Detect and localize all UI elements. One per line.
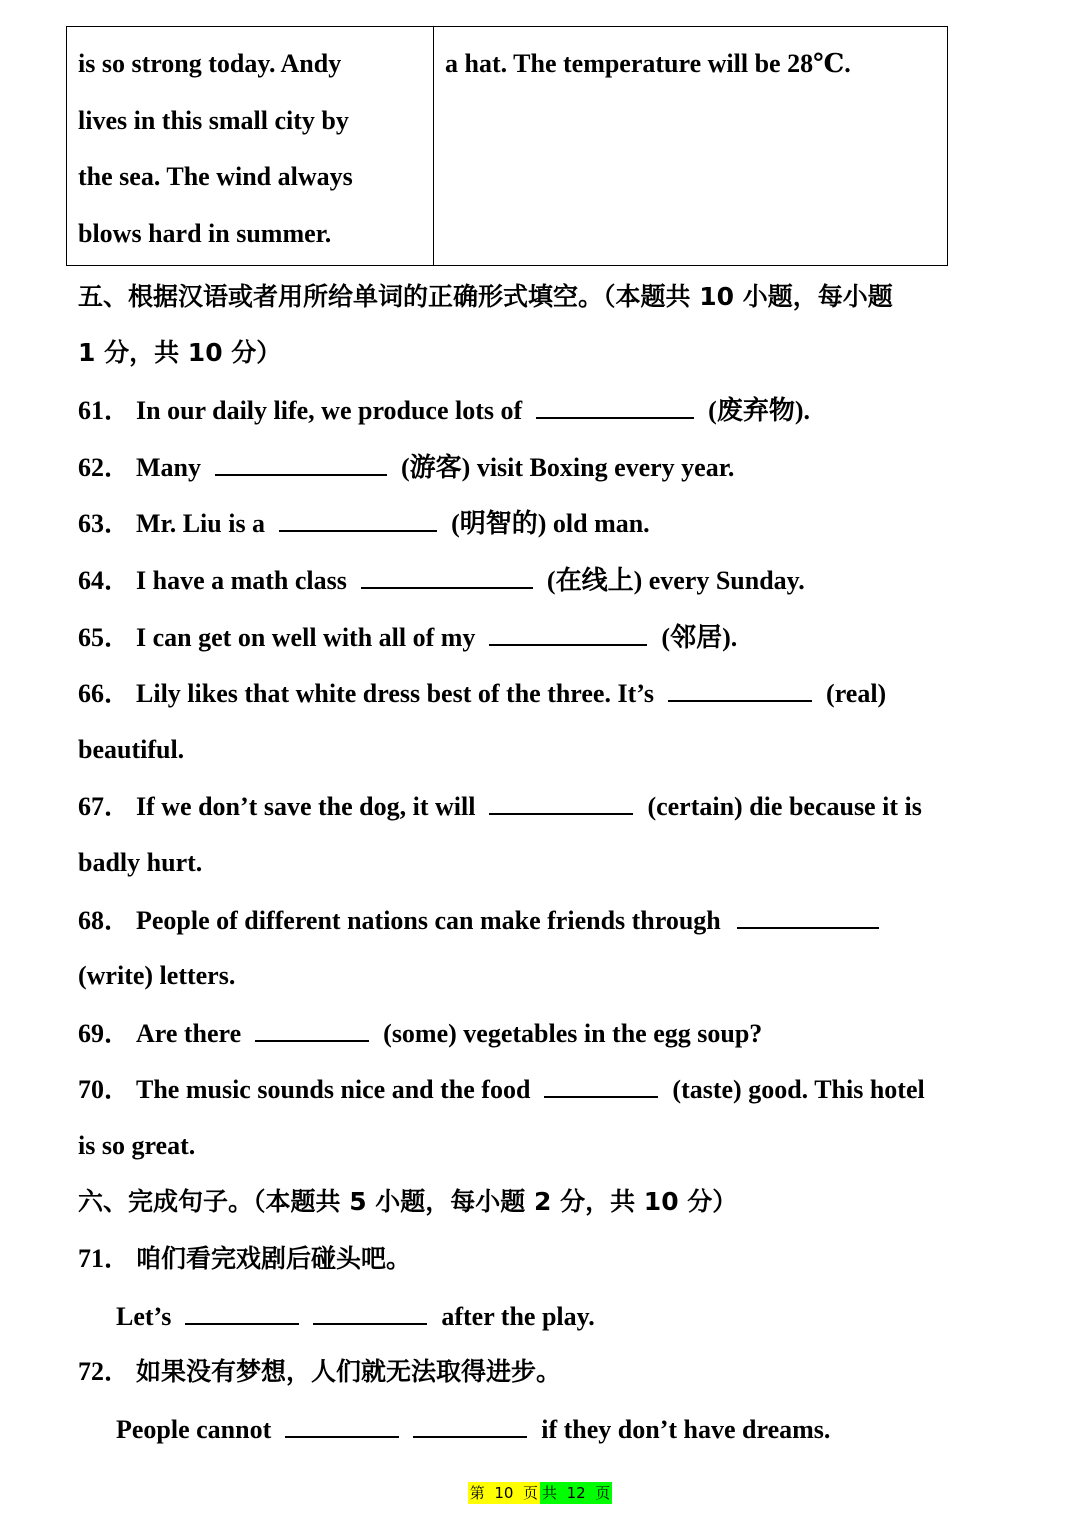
table-divider [433, 27, 434, 265]
question-63 [78, 508, 650, 539]
question-hint: (some) vegetables in the egg soup? [383, 1019, 763, 1048]
question-67 [78, 791, 922, 822]
question-number: 68． [78, 906, 131, 935]
section5-title-cont: 1 分，共 10 分） [78, 338, 282, 367]
question-hint: (明智的) old man. [451, 509, 650, 538]
question-68 [78, 905, 893, 936]
question-text: if they don’t have dreams. [541, 1415, 831, 1444]
answer-blank[interactable] [285, 1414, 399, 1438]
answer-blank[interactable] [413, 1414, 527, 1438]
answer-blank[interactable] [361, 565, 533, 589]
answer-blank[interactable] [737, 905, 879, 929]
question-72 [78, 1357, 561, 1387]
question-chinese: 咱们看完戏剧后碰头吧。 [136, 1244, 412, 1273]
question-70 [78, 1074, 925, 1105]
answer-blank[interactable] [279, 508, 437, 532]
question-text: People of different nations can make friends through [136, 906, 721, 935]
table-left-line: blows hard in summer. [78, 219, 332, 248]
question-65 [78, 622, 737, 653]
question-66-cont: beautiful. [78, 735, 185, 764]
question-62 [78, 452, 734, 483]
question-hint: (在线上) every Sunday. [546, 566, 805, 595]
question-text: Mr. Liu is a [136, 509, 266, 538]
answer-blank[interactable] [255, 1018, 369, 1042]
question-64 [78, 565, 805, 596]
question-number: 72． [78, 1357, 131, 1386]
question-text: If we don’t save the dog, it will [136, 792, 476, 821]
question-hint: (邻居). [661, 623, 738, 652]
question-text: Are there [136, 1019, 242, 1048]
question-69 [78, 1018, 762, 1049]
question-hint: (certain) die because it is [647, 792, 922, 821]
table-left-line: lives in this small city by [78, 106, 349, 135]
question-61 [78, 395, 810, 426]
question-text: People cannot [116, 1415, 272, 1444]
question-number: 69． [78, 1019, 131, 1048]
question-hint: (游客) visit Boxing every year. [401, 453, 735, 482]
question-67-cont: badly hurt. [78, 848, 203, 877]
question-chinese: 如果没有梦想，人们就无法取得进步。 [136, 1357, 562, 1386]
page-number-total: 共 12 页 [542, 1484, 611, 1502]
answer-blank[interactable] [536, 395, 694, 419]
section6-title: 六、完成句子。（本题共 5 小题，每小题 2 分，共 10 分） [78, 1187, 738, 1216]
page-number-current: 第 10 页 [469, 1484, 538, 1502]
answer-blank[interactable] [215, 452, 387, 476]
question-68-cont: (write) letters. [78, 961, 236, 990]
question-text: The music sounds nice and the food [136, 1075, 531, 1104]
question-number: 67． [78, 792, 131, 821]
question-72-answer-line [116, 1414, 830, 1445]
question-71 [78, 1244, 411, 1274]
answer-blank[interactable] [668, 678, 812, 702]
answer-blank[interactable] [544, 1074, 658, 1098]
reading-table [66, 26, 948, 266]
question-text: after the play. [441, 1302, 595, 1331]
question-text: In our daily life, we produce lots of [136, 396, 523, 425]
question-number: 65． [78, 623, 131, 652]
question-66 [78, 678, 886, 709]
answer-blank[interactable] [489, 622, 647, 646]
answer-blank[interactable] [185, 1301, 299, 1325]
question-text: Lily likes that white dress best of the three. It’s [136, 679, 655, 708]
question-70-cont: is so great. [78, 1131, 196, 1160]
question-text: Let’s [116, 1302, 172, 1331]
question-text: I have a math class [136, 566, 347, 595]
question-number: 62． [78, 453, 131, 482]
table-right-line: a hat. The temperature will be 28℃. [445, 49, 851, 78]
answer-blank[interactable] [489, 791, 633, 815]
table-left-line: is so strong today. Andy [78, 49, 342, 78]
question-text: I can get on well with all of my [136, 623, 476, 652]
question-hint: (real) [826, 679, 887, 708]
question-number: 61． [78, 396, 131, 425]
answer-blank[interactable] [313, 1301, 427, 1325]
table-left-line: the sea. The wind always [78, 162, 353, 191]
question-text: Many [136, 453, 201, 482]
question-number: 63． [78, 509, 131, 538]
question-hint: (taste) good. This hotel [672, 1075, 925, 1104]
question-71-answer-line [116, 1301, 595, 1332]
question-number: 70． [78, 1075, 131, 1104]
question-number: 66． [78, 679, 131, 708]
question-number: 71． [78, 1244, 131, 1273]
page-footer [0, 1482, 1080, 1503]
question-number: 64． [78, 566, 131, 595]
question-hint: (废弃物). [708, 396, 810, 425]
section5-title: 五、根据汉语或者用所给单词的正确形式填空。（本题共 10 小题，每小题 [78, 282, 893, 311]
